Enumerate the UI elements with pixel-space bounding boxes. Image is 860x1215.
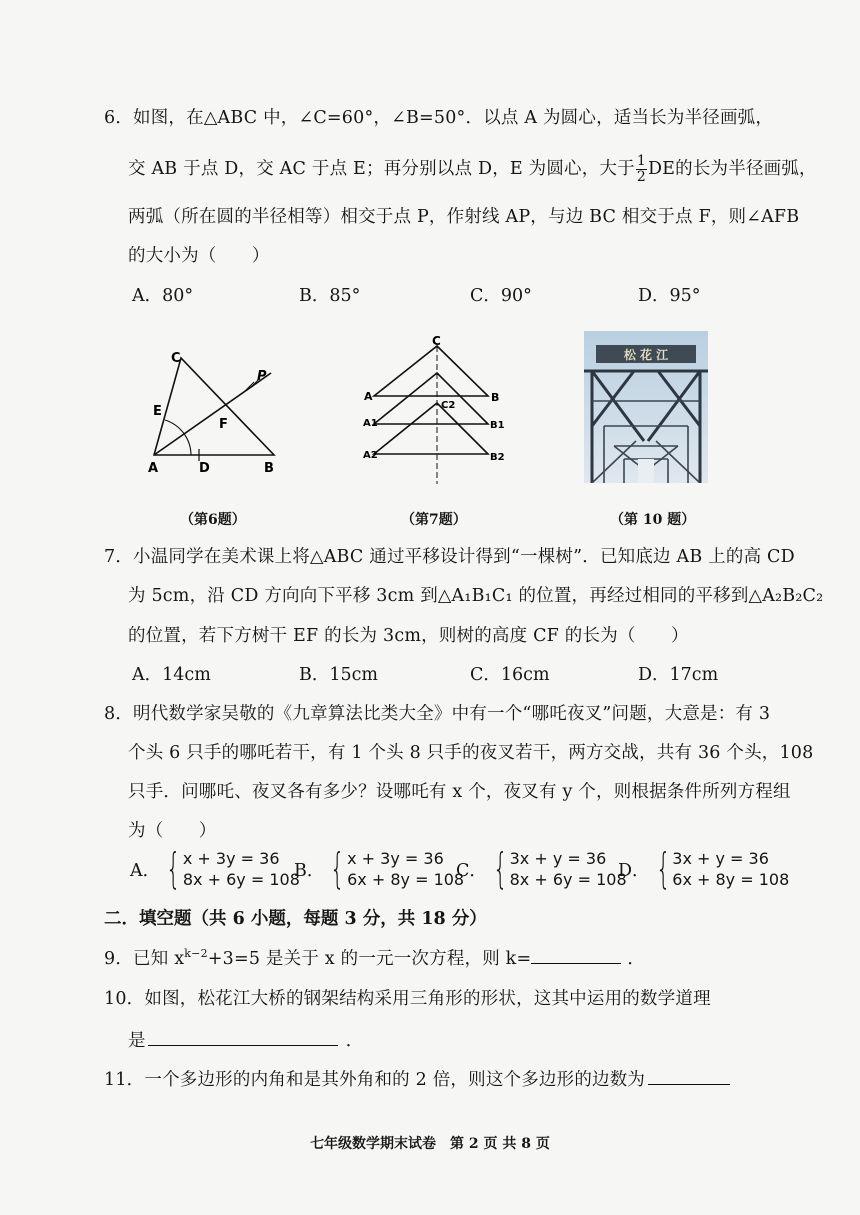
q8-line3: 只手．问哪吒、夜叉各有多少？设哪吒有 x 个，夜叉有 y 个，则根据条件所列方程组 [128,782,791,802]
q9-line [104,945,645,970]
equation-2: 8x + 6y = 108 [509,870,627,889]
q11-line [104,1066,730,1091]
equation-1: x + 3y = 36 [182,849,280,868]
q10-answer-blank[interactable] [148,1044,338,1046]
q8-option-b[interactable] [294,844,465,893]
q6-option-b[interactable]: B．85° [299,286,361,306]
q6-option-d[interactable]: D．95° [638,286,701,306]
q9-text-b: +3=5 是关于 x 的一元一次方程，则 k= [207,949,532,969]
brace-icon: { [655,844,671,893]
triangle-abc [154,358,274,455]
q6-line2-a: 交 AB 于点 D，交 AC 于点 E；再分别以点 D，E 为圆心，大于 [128,159,635,179]
label-a: A [364,390,373,403]
figure-10-caption: （第 10 题） [610,512,696,528]
q7-line2: 为 5cm，沿 CD 方向向下平移 3cm 到△A₁B₁C₁ 的位置，再经过相同的平移到△A₂B₂C₂ [128,586,824,606]
q9-exponent: k−2 [184,947,208,961]
label-a: A [148,461,159,476]
equation-1: 3x + y = 36 [509,849,607,868]
section-2-heading: 二．填空题（共 6 小题，每题 3 分，共 18 分） [104,909,487,929]
label-e: E [153,404,162,419]
triangle-abc [374,346,488,396]
q10-period: ． [345,1031,364,1051]
label-a1: A1 [363,418,378,429]
q8-line2: 个头 6 只手的哪吒若干，有 1 个头 8 只手的夜叉若干，两方交战，共有 36 个头，108 [128,743,814,763]
q10-text-a: 是 [128,1031,146,1051]
q6-option-c[interactable]: C．90° [470,286,532,306]
option-letter: B． [294,860,325,881]
equation-2: 6x + 8y = 108 [672,870,790,889]
q8-option-d[interactable] [618,844,790,893]
q7-option-a[interactable]: A．14cm [132,665,211,685]
option-letter: D． [618,860,650,881]
equation-1: 3x + y = 36 [672,849,769,868]
q11-text: 11．一个多边形的内角和是其外角和的 2 倍，则这个多边形的边数为 [104,1070,646,1090]
q9-answer-blank[interactable] [531,962,621,964]
label-b: B [491,391,500,404]
q11-answer-blank[interactable] [648,1083,730,1085]
q8-line1: 8．明代数学家吴敬的《九章算法比类大全》中有一个“哪吒夜叉”问题，大意是：有 3 [104,704,771,724]
q10-line2 [128,1027,363,1052]
q8-option-c[interactable] [456,844,627,893]
label-c: C [171,351,181,366]
label-b2: B2 [490,452,505,463]
q7-line1: 7．小温同学在美术课上将△ABC 通过平移设计得到“一棵树”．已知底边 AB 上的高 CD [104,547,795,567]
label-c: C [432,334,441,348]
q8-option-a[interactable] [130,844,300,893]
brace-icon: { [166,844,181,893]
q6-line2 [128,154,817,185]
q6-line1: 6．如图，在△ABC 中，∠C=60°，∠B=50°．以点 A 为圆心，适当长为半径画弧， [104,108,774,128]
q7-option-c[interactable]: C．16cm [470,665,550,685]
equation-2: 6x + 8y = 108 [347,870,465,889]
label-a2: A2 [363,450,378,461]
q6-line2-b: DE的长为半径画弧， [647,159,817,179]
figure-6-triangle-diagram [140,338,290,490]
ray-ap [154,373,271,455]
option-letter: A． [130,860,161,881]
page-footer: 七年级数学期末试卷 第 2 页 共 8 页 [310,1136,550,1152]
figure-6-caption: （第6题） [180,512,246,528]
q7-option-d[interactable]: D．17cm [638,665,719,685]
frac-den: 2 [636,169,646,185]
label-b1: B1 [490,420,505,431]
label-b: B [264,461,274,476]
label-c2: C2 [441,400,456,411]
q6-line4: 的大小为（ ） [128,246,270,266]
equation-1: x + 3y = 36 [347,849,444,868]
q7-option-b[interactable]: B．15cm [299,665,379,685]
label-p: P [257,369,267,384]
bridge-sign: 松 花 江 [623,348,669,362]
figure-7-tree-diagram [360,330,520,490]
label-d: D [199,461,210,476]
fraction-half [636,154,647,185]
q10-line1: 10．如图，松花江大桥的钢架结构采用三角形的形状，这其中运用的数学道理 [104,989,711,1009]
figure-7-caption: （第7题） [401,512,467,528]
q7-line3: 的位置，若下方树干 EF 的长为 3cm，则树的高度 CF 的长为（ ） [128,626,689,646]
figure-10-bridge-photo [584,331,708,483]
triangle-a1b1c1 [374,373,488,424]
q9-period: ． [627,949,646,969]
q6-line3: 两弧（所在圆的半径相等）相交于点 P，作射线 AP，与边 BC 相交于点 F，则∠AFB [128,207,800,227]
q6-option-a[interactable]: A．80° [132,286,194,306]
q8-line4: 为（ ） [128,821,217,841]
frac-num: 1 [636,153,646,169]
label-f: F [219,417,228,432]
q9-text-a: 9．已知 x [104,949,185,969]
equation-2: 8x + 6y = 108 [182,870,300,889]
brace-icon: { [492,844,508,893]
option-letter: C． [456,860,487,881]
brace-icon: { [330,844,346,893]
